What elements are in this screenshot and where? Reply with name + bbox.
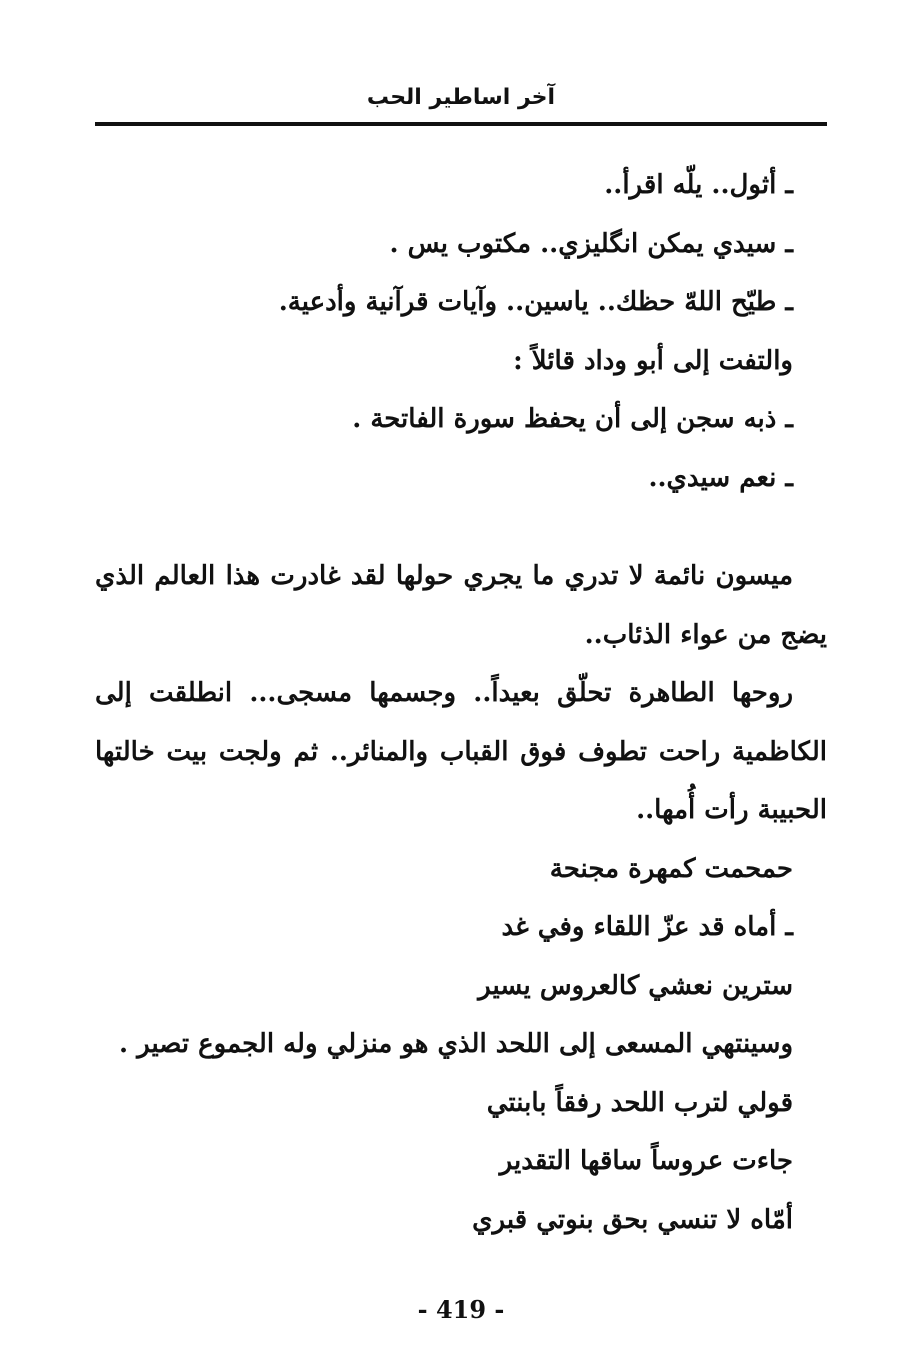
dialogue-line: ـ أثول.. يلّه اقرأ.. — [604, 170, 793, 200]
paragraph-line: روحها الطاهرة تحلّق بعيداً.. وجسمها مسجى... انطلقت إلى — [95, 678, 793, 708]
dialogue-line: والتفت إلى أبو وداد قائلاً : — [513, 345, 793, 376]
paragraph-line: الكاظمية راحت تطوف فوق القباب والمنائر.. ثم ولجت بيت خالتها — [95, 736, 827, 767]
verse-line: سترين نعشي كالعروس يسير — [478, 970, 793, 1001]
paragraph-line: الحبيبة رأت أُمها.. — [636, 795, 827, 825]
paragraph-line: ميسون نائمة لا تدري ما يجري حولها لقد غادرت هذا العالم الذي — [95, 561, 793, 591]
section-gap — [95, 507, 827, 547]
verse-line: حمحمت كمهرة مجنحة — [549, 853, 793, 884]
running-header-title: آخر اساطير الحب — [366, 85, 556, 110]
verse-block — [95, 840, 827, 1250]
dialogue-line: ـ طيّح اللهّ حظك.. ياسين.. وآيات قرآنية وأدعية. — [278, 287, 793, 317]
header-rule — [95, 122, 827, 126]
paragraph — [95, 547, 827, 664]
paragraph-line: يضج من عواء الذئاب.. — [584, 619, 827, 650]
dialogue-block — [95, 156, 827, 507]
verse-line: قولي لترب اللحد رفقاً بابنتي — [486, 1087, 793, 1118]
verse-line: أمّاه لا تنسي بحق بنوتي قبري — [472, 1204, 793, 1235]
paragraph — [95, 664, 827, 840]
dialogue-line: ـ نعم سيدي.. — [648, 462, 793, 493]
dialogue-line: ـ ذبه سجن إلى أن يحفظ سورة الفاتحة . — [352, 404, 793, 434]
dialogue-line: ـ سيدي يمكن انگليزي.. مكتوب يس . — [389, 228, 793, 259]
page-body — [95, 156, 827, 1249]
verse-line: جاءت عروساً ساقها التقدير — [499, 1146, 793, 1176]
verse-line: وسينتهي المسعى إلى اللحد الذي هو منزلي وله الجموع تصير . — [119, 1029, 793, 1059]
verse-line: ـ أماه قد عزّ اللقاء وفي غد — [501, 912, 793, 942]
page-number: - 419 - — [417, 1295, 505, 1324]
